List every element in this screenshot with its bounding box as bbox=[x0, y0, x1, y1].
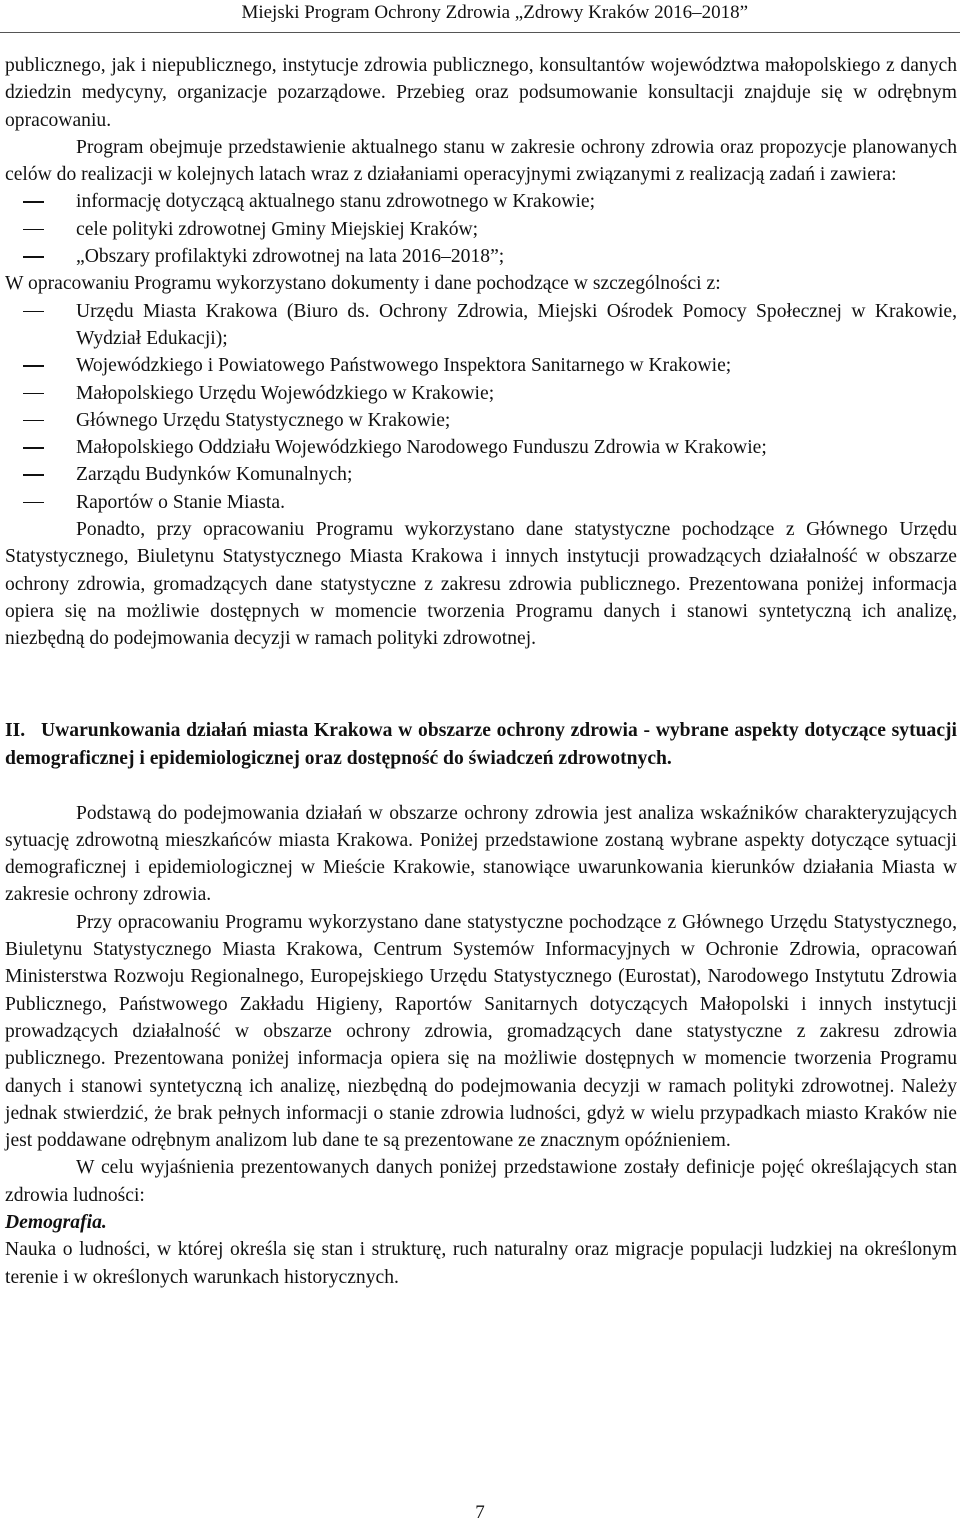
header-divider bbox=[0, 32, 960, 33]
list-item: Wojewódzkiego i Powiatowego Państwowego Inspektora Sanitarnego w Krakowie; bbox=[5, 352, 957, 379]
section-number: II. bbox=[5, 719, 26, 741]
section-paragraph: Przy opracowaniu Programu wykorzystano dane statystyczne pochodzące z Głównego Urzędu Statystycznego, Biuletynu Statystycznego Miasta Krakowa, Centrum Systemów Informacyjnych w Ochronie Zdrowia, opracowań Ministerstwa Rozwoju Regionalnego, Europejskiego Urzędu Statystycznego (Eurostat), Narodowego Instytutu Zdrowia Publicznego, Państwowego Zakładu Higieny, Raportów Sanitarnych dotyczących Małopolski i innych instytucji prowadzących działalność w obszarze ochrony zdrowia, gromadzących dane statystyczne z zakresu zdrowia publicznego. Prezentowana poniżej informacja opiera się na możliwie dostępnych w momencie tworzenia Programu danych i stanowi syntetyczną ich analizę, niezbędną do podejmowania decyzji w ramach polityki zdrowotnej. Należy jednak stwierdzić, że brak pełnych informacji o stanie zdrowia ludności, gdyż w wielu przypadkach miasto Kraków nie jest poddawane odrębnym analizom lub dane te są prezentowane ze znacznym opóźnieniem. bbox=[5, 911, 957, 1152]
section-title: Uwarunkowania działań miasta Krakowa w obszarze ochrony zdrowia - wybrane aspekty dotyczące sytuacji demograficznej i epidemiologicznej oraz dostępność do świadczeń zdrowotnych. bbox=[5, 719, 957, 769]
section-spacer bbox=[5, 653, 957, 717]
intro-continuation-paragraph: publicznego, jak i niepublicznego, instytucje zdrowia publicznego, konsultantów województwa małopolskiego z danych dziedzin medycyny, organizacje pozarządowe. Przebieg oraz podsumowanie konsultacji znajduje się w odrębnym opracowaniu. bbox=[5, 55, 957, 131]
list-item: Małopolskiego Oddziału Wojewódzkiego Narodowego Funduszu Zdrowia w Krakowie; bbox=[5, 434, 957, 461]
section-paragraph: W celu wyjaśnienia prezentowanych danych poniżej przedstawione zostały definicje pojęć określających stan zdrowia ludności: bbox=[5, 1157, 957, 1206]
program-scope-paragraph: Program obejmuje przedstawienie aktualnego stanu w zakresie ochrony zdrowia oraz propozycje planowanych celów do realizacji w kolejnych latach wraz z działaniami operacyjnymi związanymi z realizacją zadań i zawiera: bbox=[5, 136, 957, 186]
program-contents-list bbox=[5, 188, 957, 270]
list-item: Głównego Urzędu Statystycznego w Krakowie; bbox=[5, 407, 957, 434]
definition-term: Demografia. bbox=[5, 1211, 107, 1233]
running-header: Miejski Program Ochrony Zdrowia „Zdrowy Kraków 2016–2018” bbox=[241, 2, 748, 23]
list-item: Urzędu Miasta Krakowa (Biuro ds. Ochrony Zdrowia, Miejski Ośrodek Pomocy Społecznej w Krakowie, Wydział Edukacji); bbox=[5, 298, 957, 353]
list-item: Małopolskiego Urzędu Wojewódzkiego w Krakowie; bbox=[5, 380, 957, 407]
page-number: 7 bbox=[475, 1502, 485, 1523]
sources-list bbox=[5, 298, 957, 516]
heading-spacer bbox=[5, 773, 957, 800]
list-item: „Obszary profilaktyki zdrowotnej na lata 2016–2018”; bbox=[5, 243, 957, 270]
statistics-paragraph: Ponadto, przy opracowaniu Programu wykorzystano dane statystyczne pochodzące z Głównego Urzędu Statystycznego, Biuletynu Statystycznego Miasta Krakowa i innych instytucji prowadzących działalność w obszarze ochrony zdrowia, gromadzących dane statystyczne z zakresu zdrowia publicznego. Prezentowana poniżej informacja opiera się na możliwie dostępnych w momencie tworzenia Programu danych i stanowi syntetyczną ich analizę, niezbędną do podejmowania decyzji w ramach polityki zdrowotnej. bbox=[5, 519, 957, 650]
list-item: informację dotyczącą aktualnego stanu zdrowotnego w Krakowie; bbox=[5, 188, 957, 215]
definition-text: Nauka o ludności, w której określa się stan i strukturę, ruch naturalny oraz migracje populacji ludzkiej na określonym terenie i w określonych warunkach historycznych. bbox=[5, 1239, 957, 1288]
page-body bbox=[5, 52, 957, 1291]
section-heading bbox=[5, 717, 957, 773]
sources-intro-paragraph: W opracowaniu Programu wykorzystano dokumenty i dane pochodzące w szczególności z: bbox=[5, 273, 721, 295]
list-item: Zarządu Budynków Komunalnych; bbox=[5, 461, 957, 488]
section-paragraph: Podstawą do podejmowania działań w obszarze ochrony zdrowia jest analiza wskaźników charakteryzujących sytuację zdrowotną mieszkańców miasta Krakowa. Poniżej przedstawione zostaną wybrane aspekty dotyczące sytuacji demograficznej i epidemiologicznej w Mieście Krakowie, stanowiące uwarunkowania kierunków działania Miasta w zakresie ochrony zdrowia. bbox=[5, 802, 957, 906]
list-item: Raportów o Stanie Miasta. bbox=[5, 489, 957, 516]
list-item: cele polityki zdrowotnej Gminy Miejskiej Kraków; bbox=[5, 216, 957, 243]
